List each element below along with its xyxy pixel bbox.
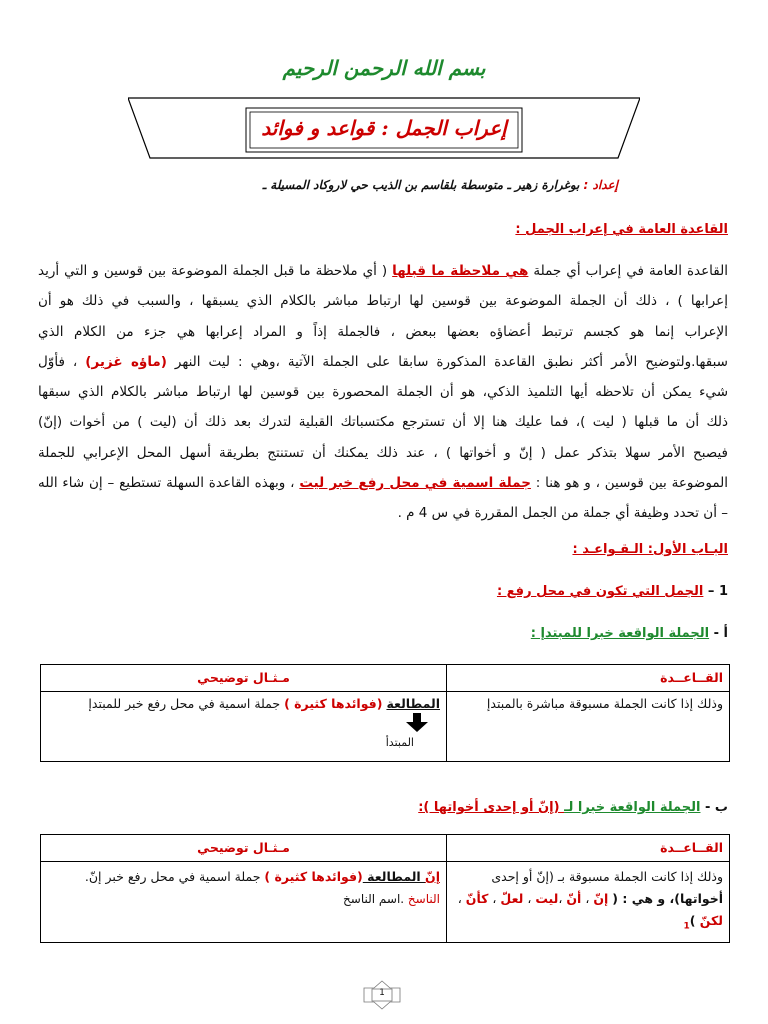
example-subject: المطالعة xyxy=(386,696,440,711)
document-title: إعراب الجمل : قواعد و فوائد xyxy=(261,116,507,140)
example-clause: (فوائدها كثيرة ) xyxy=(284,696,383,711)
footnote-marker: 1 xyxy=(683,921,690,932)
rules-table-a xyxy=(40,664,730,762)
chapter-heading: البـاب الأول: الـقـواعـد : xyxy=(572,542,728,557)
example-subject: المطالعة xyxy=(362,869,426,884)
byline-text: بوغرارة زهير ـ متوسطة بلقاسم بن الذيب حي لاروكاد المسيلة ـ xyxy=(262,178,584,192)
paragraph-line: – أن تحدد وظيفة أي جملة من الجمل المقررة في س 4 م . xyxy=(397,505,728,522)
author-byline xyxy=(263,178,618,192)
table-cell-example xyxy=(41,692,447,762)
paragraph-line: سبقها.ولتوضيح الأمر أكثر نطبق القاعدة المذكورة سابقا على الجملة الآتية ،وهي : ليت النهر (ماؤه غزير) ، فأوّل xyxy=(38,353,728,370)
label-ism-nasikh: .اسم الناسخ xyxy=(343,892,408,906)
table-header-example: مـثـال توضيحي xyxy=(41,835,447,862)
page-number: 1 xyxy=(360,980,404,1010)
paragraph-line: شيء يمكن أن تلاحظه أيها التلميذ الذكي، هو أن الجملة المحصورة بين قوسين لها ارتباط مباشر بالكلام الذي سبقها xyxy=(38,384,728,401)
example-inna: إنّ xyxy=(425,869,440,884)
table-header-rule: القــاعــدة xyxy=(447,835,730,862)
byline-label: إعداد : xyxy=(583,178,618,192)
example-clause: (فوائدها كثيرة ) xyxy=(264,869,363,884)
table-header-example: مـثـال توضيحي xyxy=(41,665,447,692)
table-cell-rule: وذلك إذا كانت الجملة مسبوقة بـ (إنّ أو إحدى أخواتها)، و هي : ( إنّ ، أنّ ،ليت ، لعلّ ، كأنّ ، لكنّ )$_1$ xyxy=(447,862,730,943)
down-arrow-icon xyxy=(402,713,432,736)
paragraph-line: الإعراب إنما هو كجسم ترتبط أعضاؤه بعضها ببعض ، فالجملة إذاً و المراد إعرابها هي جزء من الكلام الذي xyxy=(38,323,728,340)
table-header-rule: القــاعــدة xyxy=(447,665,730,692)
table-cell-rule: وذلك إذا كانت الجملة مسبوقة مباشرة بالمبتدإ xyxy=(447,692,730,762)
paragraph-line: فيصبح الأمر سهلا بتذكر عمل ( إنّ و أخواتها ) ، عند ذلك يمكنك أن تستنتج بطريقة أسهل المحل الإعرابي للجملة xyxy=(38,444,728,461)
section-heading-general-rule: القاعدة العامة في إعراب الجمل : xyxy=(515,222,728,237)
sub-a-heading: أ - الجملة الواقعة خبرا للمبتدإ : xyxy=(530,626,728,641)
paragraph-line: الموضوعة بين قوسين ، و هو هنا : جملة اسمية في محل رفع خبر ليت ، وبهذه القاعدة السهلة تستطيع – إن شاء الله xyxy=(38,475,729,492)
basmala: بسم الله الرحمن الرحيم xyxy=(282,56,486,80)
example-explanation: جملة اسمية في محل رفع خبر للمبتدإ xyxy=(88,696,285,711)
example-explanation: جملة اسمية في محل رفع خبر إنّ. xyxy=(84,869,265,884)
paragraph-line: القاعدة العامة في إعراب أي جملة هي ملاحظة ما قبلها ( أي ملاحظة ما قبل الجملة الموضوعة بين قوسين و التي أريد xyxy=(38,263,728,279)
item-1-heading: 1 – الجمل التي تكون في محل رفع : xyxy=(496,584,728,599)
paragraph-line: إعرابها ) ، ذلك أن الجملة الموضوعة بين قوسين لها ارتباط مباشر بالكلام الذي يسبقها ، والسبب في ذلك هو أن xyxy=(38,293,728,310)
paragraph-line: ذلك أن ما قبلها ( ليت )، فما عليك هنا إلا أن تسترجع مكتسباتك القبلية لتدرك بعد ذلك أن (ليت ) من أخوات (إنّ) xyxy=(38,414,728,431)
label-nasikh: الناسخ xyxy=(407,892,440,906)
intro-paragraph xyxy=(38,256,728,529)
example-label-mubtada: المبتدأ xyxy=(385,736,414,749)
rules-table-b xyxy=(40,834,730,943)
table-cell-example xyxy=(41,862,447,943)
sub-b-heading: ب - الجملة الواقعة خبرا لـ (إنّ أو إحدى أخواتها ): xyxy=(418,800,728,815)
title-banner xyxy=(128,96,640,160)
